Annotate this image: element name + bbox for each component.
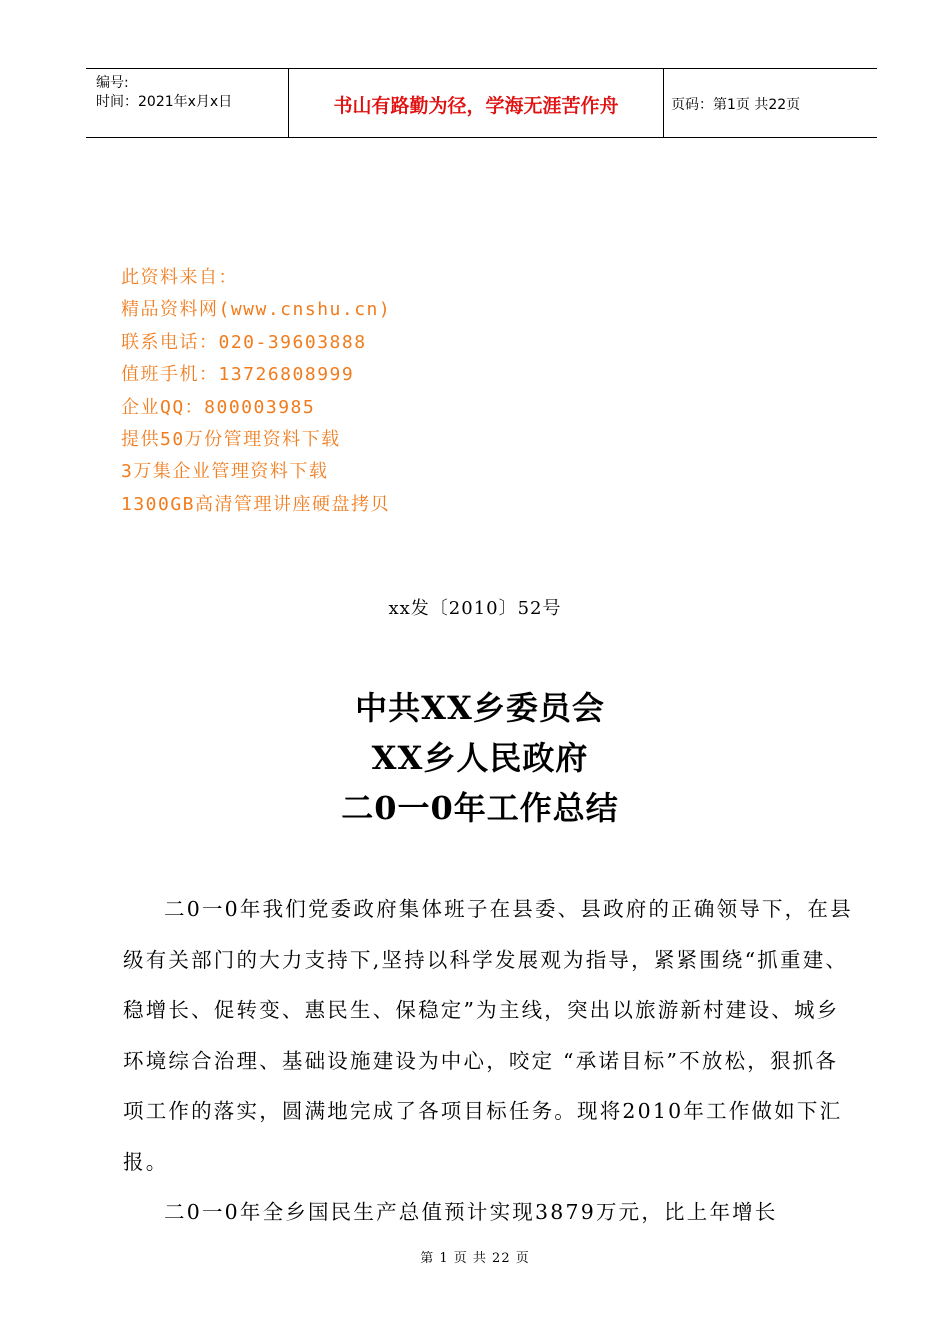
paragraph: 二0一0年我们党委政府集体班子在县委、县政府的正确领导下，在县级有关部门的大力支持下,坚持以科学发展观为指导，紧紧围绕“抓重建、稳增长、促转变、惠民生、保稳定”为主线，突出以旅游新村建设、城乡环境综合治理、基础设施建设为中心，咬定 “承诺目标”不放松，狠抓各项工作的落实，圆满地完成了各项目标任务。现将2010年工作做如下汇报。 bbox=[123, 897, 853, 1174]
ad-line: 1300GB高清管理讲座硬盘拷贝 bbox=[121, 493, 391, 515]
body-text bbox=[123, 884, 853, 1238]
title-line: XX乡人民政府 bbox=[371, 739, 589, 777]
ad-line: 此资料来自： bbox=[121, 267, 238, 288]
ad-line: 联系电话：020-39603888 bbox=[121, 331, 367, 353]
title-line: 中共XX乡委员会 bbox=[355, 689, 605, 727]
header-page-cell bbox=[663, 69, 877, 137]
ad-line: 提供50万份管理资料下载 bbox=[121, 429, 341, 451]
header-meta-cell bbox=[86, 69, 288, 137]
title-block bbox=[0, 683, 950, 833]
page-header bbox=[86, 68, 877, 138]
ad-block bbox=[121, 262, 391, 521]
header-motto-cell bbox=[288, 69, 664, 137]
document-number: xx发〔2010〕52号 bbox=[388, 598, 562, 619]
ad-line: 值班手机：13726808999 bbox=[121, 364, 355, 386]
ad-line: 3万集企业管理资料下载 bbox=[121, 461, 329, 483]
time-label: 时间：2021年x月x日 bbox=[96, 94, 233, 110]
ad-line: 企业QQ：800003985 bbox=[121, 396, 316, 418]
page-info: 页码：第1页 共22页 bbox=[671, 97, 801, 113]
code-label: 编号: bbox=[96, 75, 129, 91]
title-line: 二0一0年工作总结 bbox=[341, 789, 619, 827]
motto: 书山有路勤为径，学海无涯苦作舟 bbox=[333, 95, 619, 117]
ad-line: 精品资料网(www.cnshu.cn) bbox=[121, 299, 392, 321]
page-footer: 第 1 页 共 22 页 bbox=[420, 1251, 530, 1266]
paragraph: 二0一0年全乡国民生产总值预计实现3879万元，比上年增长 bbox=[164, 1200, 778, 1224]
